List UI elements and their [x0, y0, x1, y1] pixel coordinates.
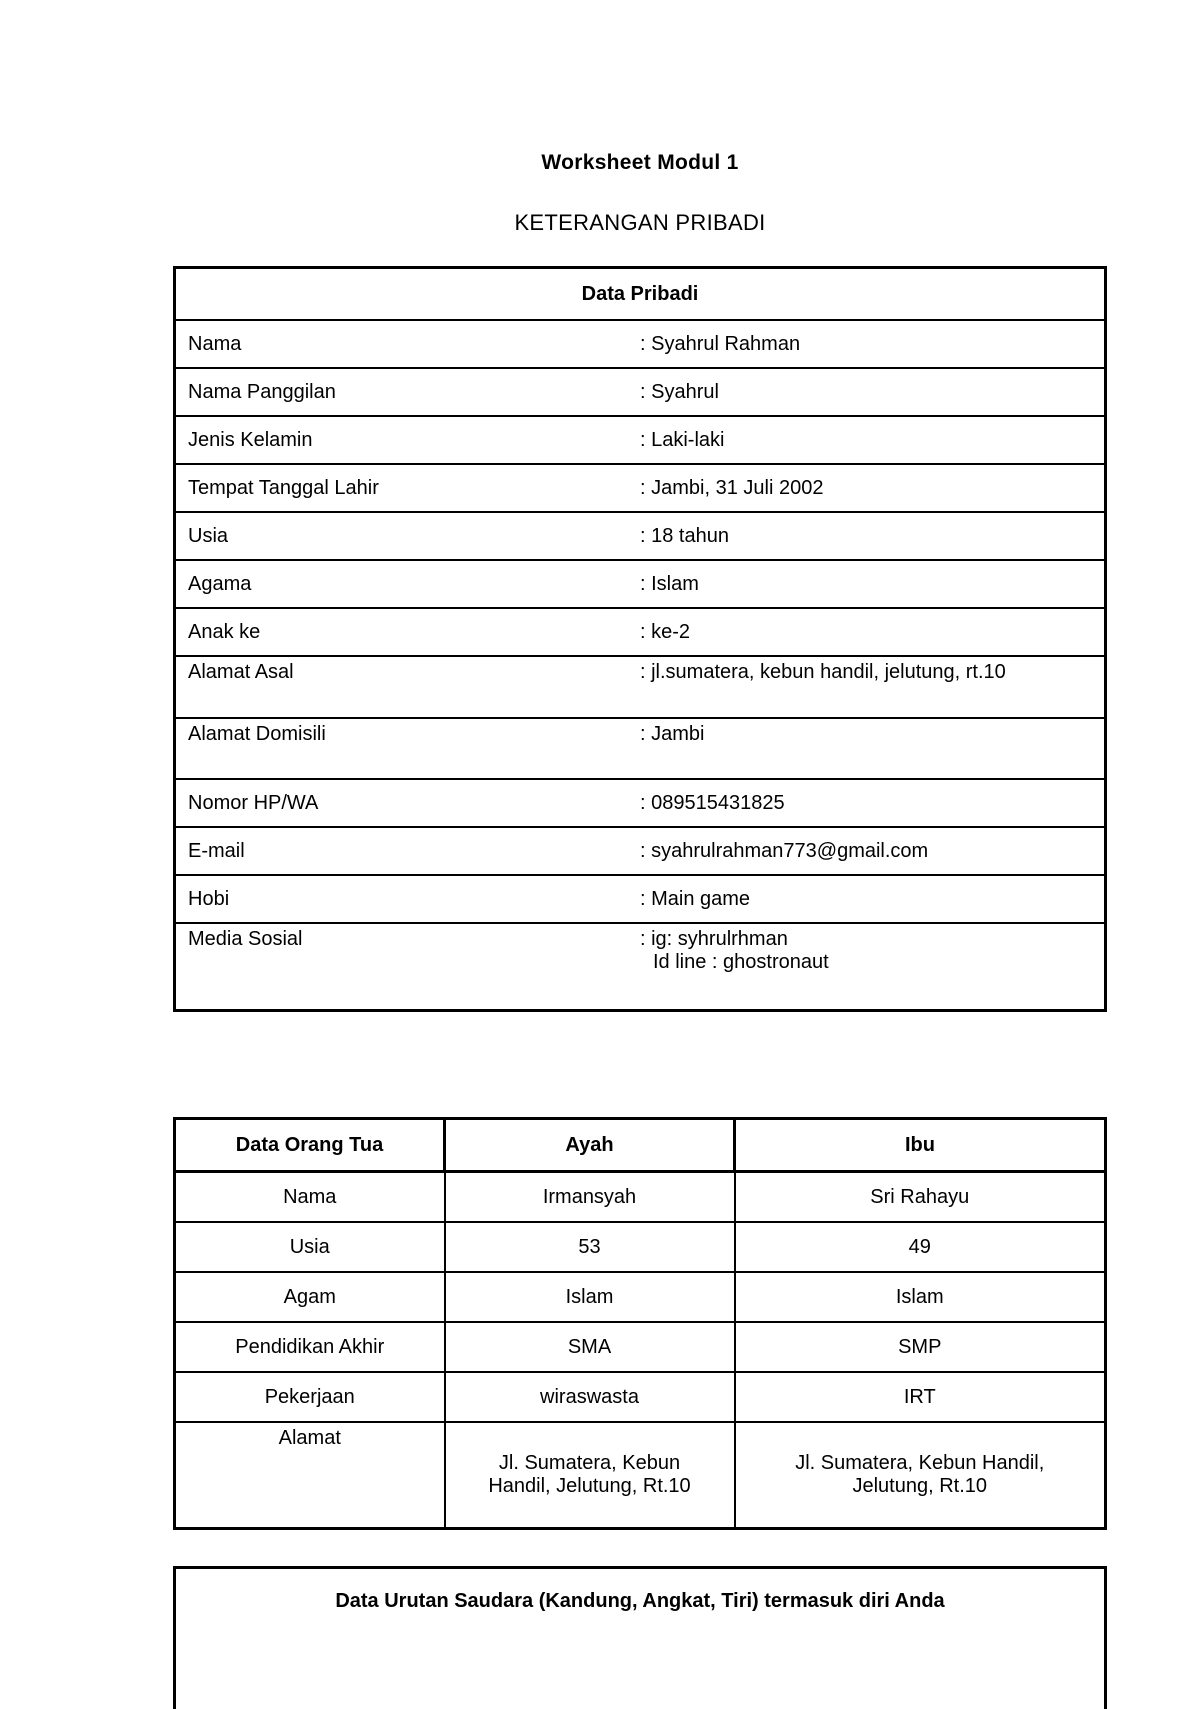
field-label: Jenis Kelamin — [175, 416, 641, 464]
field-value: : Jambi — [640, 718, 1106, 779]
personal-header-row — [175, 268, 1106, 321]
father-value: SMA — [445, 1322, 735, 1372]
field-value: : syahrulrahman773@gmail.com — [640, 827, 1106, 875]
father-value: Islam — [445, 1272, 735, 1322]
field-label: Agama — [175, 560, 641, 608]
field-label: Nama Panggilan — [175, 368, 641, 416]
social-line-id: Id line : ghostronaut — [653, 951, 829, 973]
table-row — [175, 1222, 1106, 1272]
field-value: : Islam — [640, 560, 1106, 608]
field-value: : Jambi, 31 Juli 2002 — [640, 464, 1106, 512]
table-row — [175, 320, 1106, 368]
parents-header-row — [175, 1119, 1106, 1172]
row-label: Usia — [175, 1222, 445, 1272]
field-label: Nama — [175, 320, 641, 368]
table-row — [175, 779, 1106, 827]
field-value-multiline — [640, 923, 1106, 1010]
social-instagram: : ig: syhrulrhman — [640, 928, 788, 950]
parents-heading: Data Orang Tua — [175, 1119, 445, 1172]
field-label: Hobi — [175, 875, 641, 923]
siblings-heading: Data Urutan Saudara (Kandung, Angkat, Tiri) termasuk diri Anda — [335, 1590, 945, 1612]
field-value: : Syahrul — [640, 368, 1106, 416]
field-label: Anak ke — [175, 608, 641, 656]
table-row — [175, 923, 1106, 1010]
row-label: Pendidikan Akhir — [175, 1322, 445, 1372]
field-label: Alamat Asal — [175, 656, 641, 718]
father-value: Jl. Sumatera, Kebun Handil, Jelutung, Rt.10 — [445, 1422, 735, 1529]
row-label: Agam — [175, 1272, 445, 1322]
row-label: Alamat — [175, 1422, 445, 1529]
mother-heading: Ibu — [735, 1119, 1106, 1172]
field-label: Media Sosial — [175, 923, 641, 1010]
table-row — [175, 1422, 1106, 1529]
table-row — [175, 608, 1106, 656]
siblings-section — [173, 1566, 1107, 1709]
table-row — [175, 827, 1106, 875]
field-value: : Main game — [640, 875, 1106, 923]
mother-value: IRT — [735, 1372, 1106, 1422]
row-label: Nama — [175, 1172, 445, 1223]
personal-heading: Data Pribadi — [175, 268, 1106, 321]
table-row — [175, 1322, 1106, 1372]
field-value: : 18 tahun — [640, 512, 1106, 560]
field-value: : jl.sumatera, kebun handil, jelutung, rt.10 — [640, 656, 1106, 718]
father-value: Irmansyah — [445, 1172, 735, 1223]
field-value: : Laki-laki — [640, 416, 1106, 464]
field-label: Tempat Tanggal Lahir — [175, 464, 641, 512]
table-row — [175, 1172, 1106, 1223]
mother-value: SMP — [735, 1322, 1106, 1372]
mother-value: Jl. Sumatera, Kebun Handil, Jelutung, Rt.10 — [735, 1422, 1106, 1529]
table-row — [175, 416, 1106, 464]
worksheet-title: Worksheet Modul 1 — [541, 151, 739, 174]
field-value: : ke-2 — [640, 608, 1106, 656]
table-row — [175, 656, 1106, 718]
table-row — [175, 560, 1106, 608]
mother-value: 49 — [735, 1222, 1106, 1272]
father-value: 53 — [445, 1222, 735, 1272]
parents-data-table — [173, 1117, 1107, 1530]
table-row — [175, 1272, 1106, 1322]
table-row — [175, 1372, 1106, 1422]
mother-value: Sri Rahayu — [735, 1172, 1106, 1223]
row-label: Pekerjaan — [175, 1372, 445, 1422]
field-label: Alamat Domisili — [175, 718, 641, 779]
father-value: wiraswasta — [445, 1372, 735, 1422]
mother-value: Islam — [735, 1272, 1106, 1322]
table-row — [175, 368, 1106, 416]
field-value: : Syahrul Rahman — [640, 320, 1106, 368]
section-subtitle: KETERANGAN PRIBADI — [514, 210, 766, 235]
field-label: Usia — [175, 512, 641, 560]
table-row — [175, 718, 1106, 779]
father-heading: Ayah — [445, 1119, 735, 1172]
field-label: E-mail — [175, 827, 641, 875]
field-value: : 089515431825 — [640, 779, 1106, 827]
table-row — [175, 512, 1106, 560]
personal-data-table — [173, 266, 1107, 1012]
field-label: Nomor HP/WA — [175, 779, 641, 827]
table-row — [175, 464, 1106, 512]
table-row — [175, 875, 1106, 923]
